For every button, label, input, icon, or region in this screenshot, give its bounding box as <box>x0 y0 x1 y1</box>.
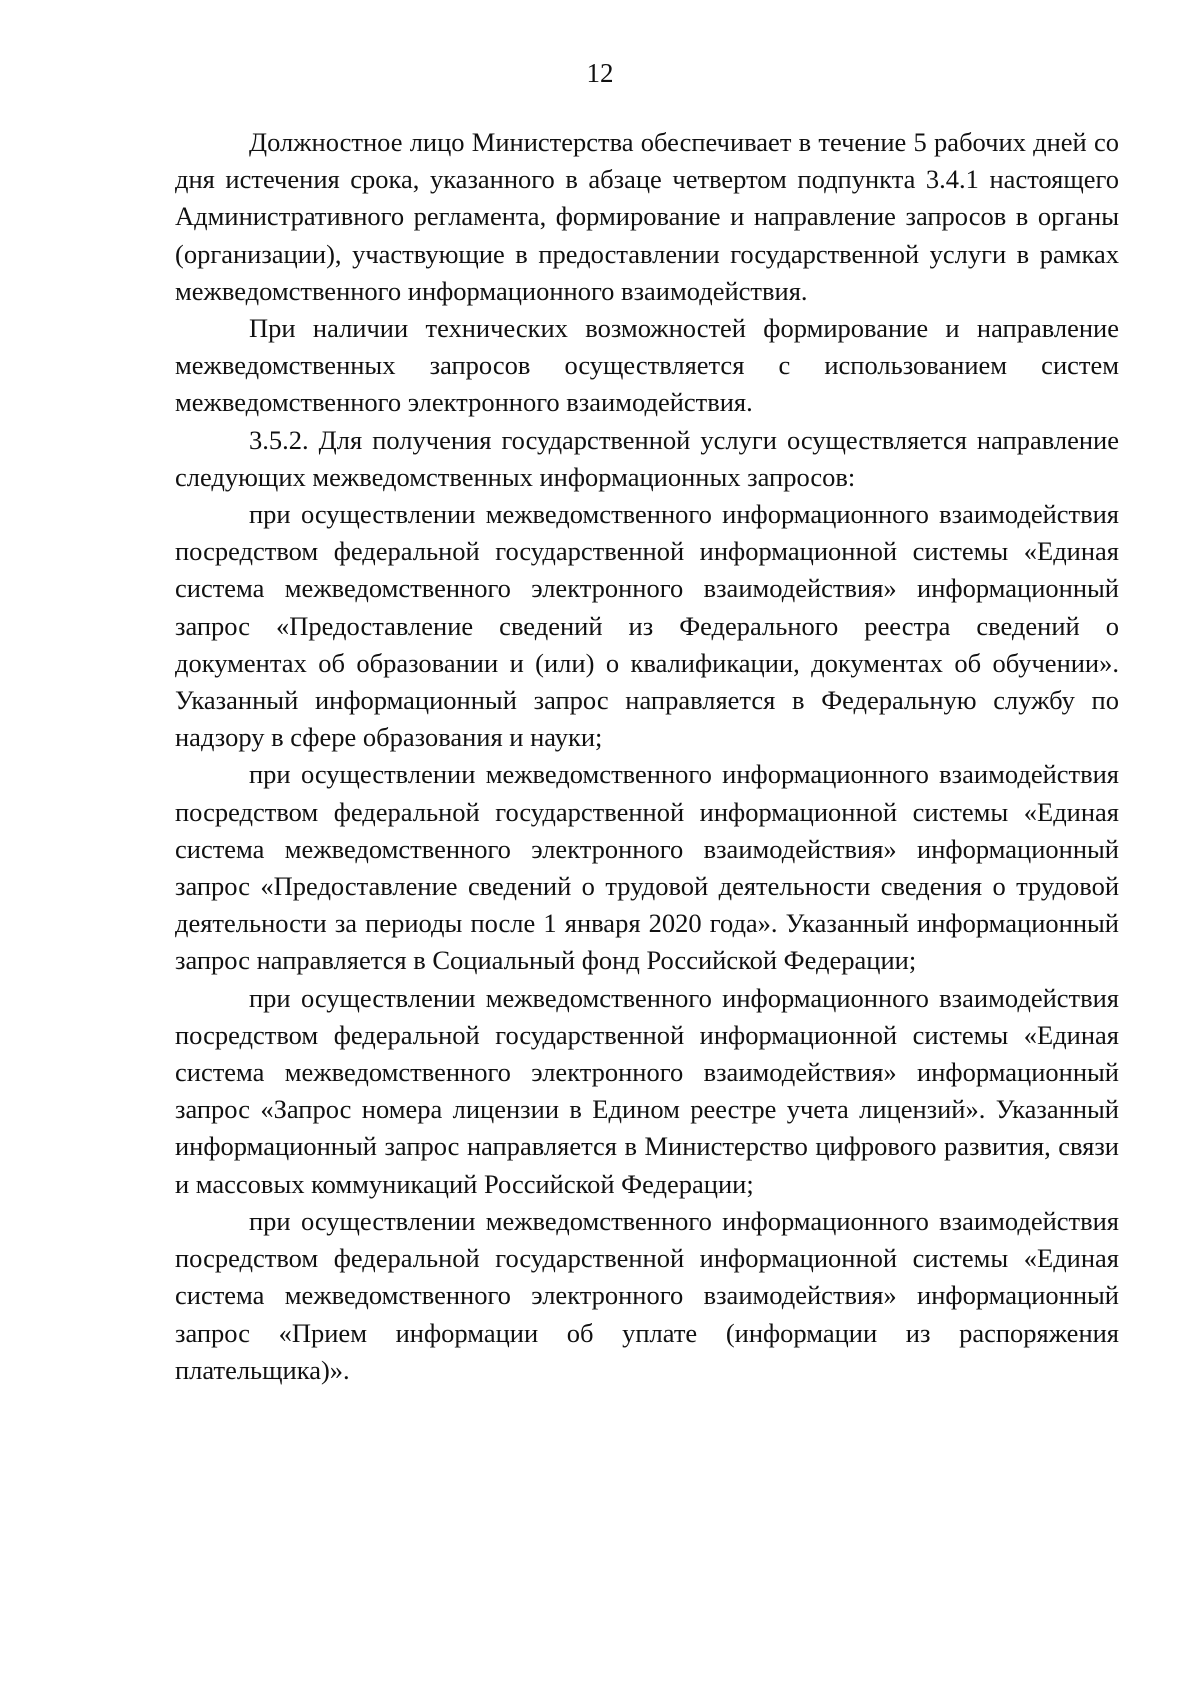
page-number: 12 <box>586 58 614 88</box>
paragraph-request-license-number: при осуществлении межведомственного информационного взаимодействия посредством федеральной государственной информационной системы «Единая система межведомственного электронного взаимодействия» информационный запрос «Запрос номера лицензии в Едином реестре учета лицензий». Указанный информационный запрос направляется в Министерство цифрового развития, связи и массовых коммуникаций Российской Федерации; <box>175 982 1119 1199</box>
paragraph-request-education-registry: при осуществлении межведомственного информационного взаимодействия посредством федеральной государственной информационной системы «Единая система межведомственного электронного взаимодействия» информационный запрос «Предоставление сведений из Федерального реестра сведений о документах об образовании и (или) о квалификации, документах об обучении». Указанный информационный запрос направляется в Федеральную службу по надзору в сфере образования и науки; <box>175 499 1119 753</box>
paragraph-request-payment-info: при осуществлении межведомственного информационного взаимодействия посредством федеральной государственной информационной системы «Единая система межведомственного электронного взаимодействия» информационный запрос «Прием информации об уплате (информации из распоряжения плательщика)». <box>175 1205 1119 1385</box>
paragraph-section-3-5-2: 3.5.2. Для получения государственной услуги осуществляется направление следующих межведомственных информационных запросов: <box>175 424 1119 492</box>
paragraph-electronic-systems: При наличии технических возможностей формирование и направление межведомственных запросов осуществляется с использованием систем межведомственного электронного взаимодействия. <box>175 313 1119 418</box>
paragraph-official-request-duty: Должностное лицо Министерства обеспечивает в течение 5 рабочих дней со дня истечения срока, указанного в абзаце четвертом подпункта 3.4.1 настоящего Административного регламента, формирование и направление запросов в органы (организации), участвующие в предоставлении государственной услуги в рамках межведомственного информационного взаимодействия. <box>175 127 1119 306</box>
document-body <box>175 124 1119 1389</box>
paragraph-request-labor-activity: при осуществлении межведомственного информационного взаимодействия посредством федеральной государственной информационной системы «Единая система межведомственного электронного взаимодействия» информационный запрос «Предоставление сведений о трудовой деятельности сведения о трудовой деятельности за периоды после 1 января 2020 года». Указанный информационный запрос направляется в Социальный фонд Российской Федерации; <box>175 759 1119 976</box>
